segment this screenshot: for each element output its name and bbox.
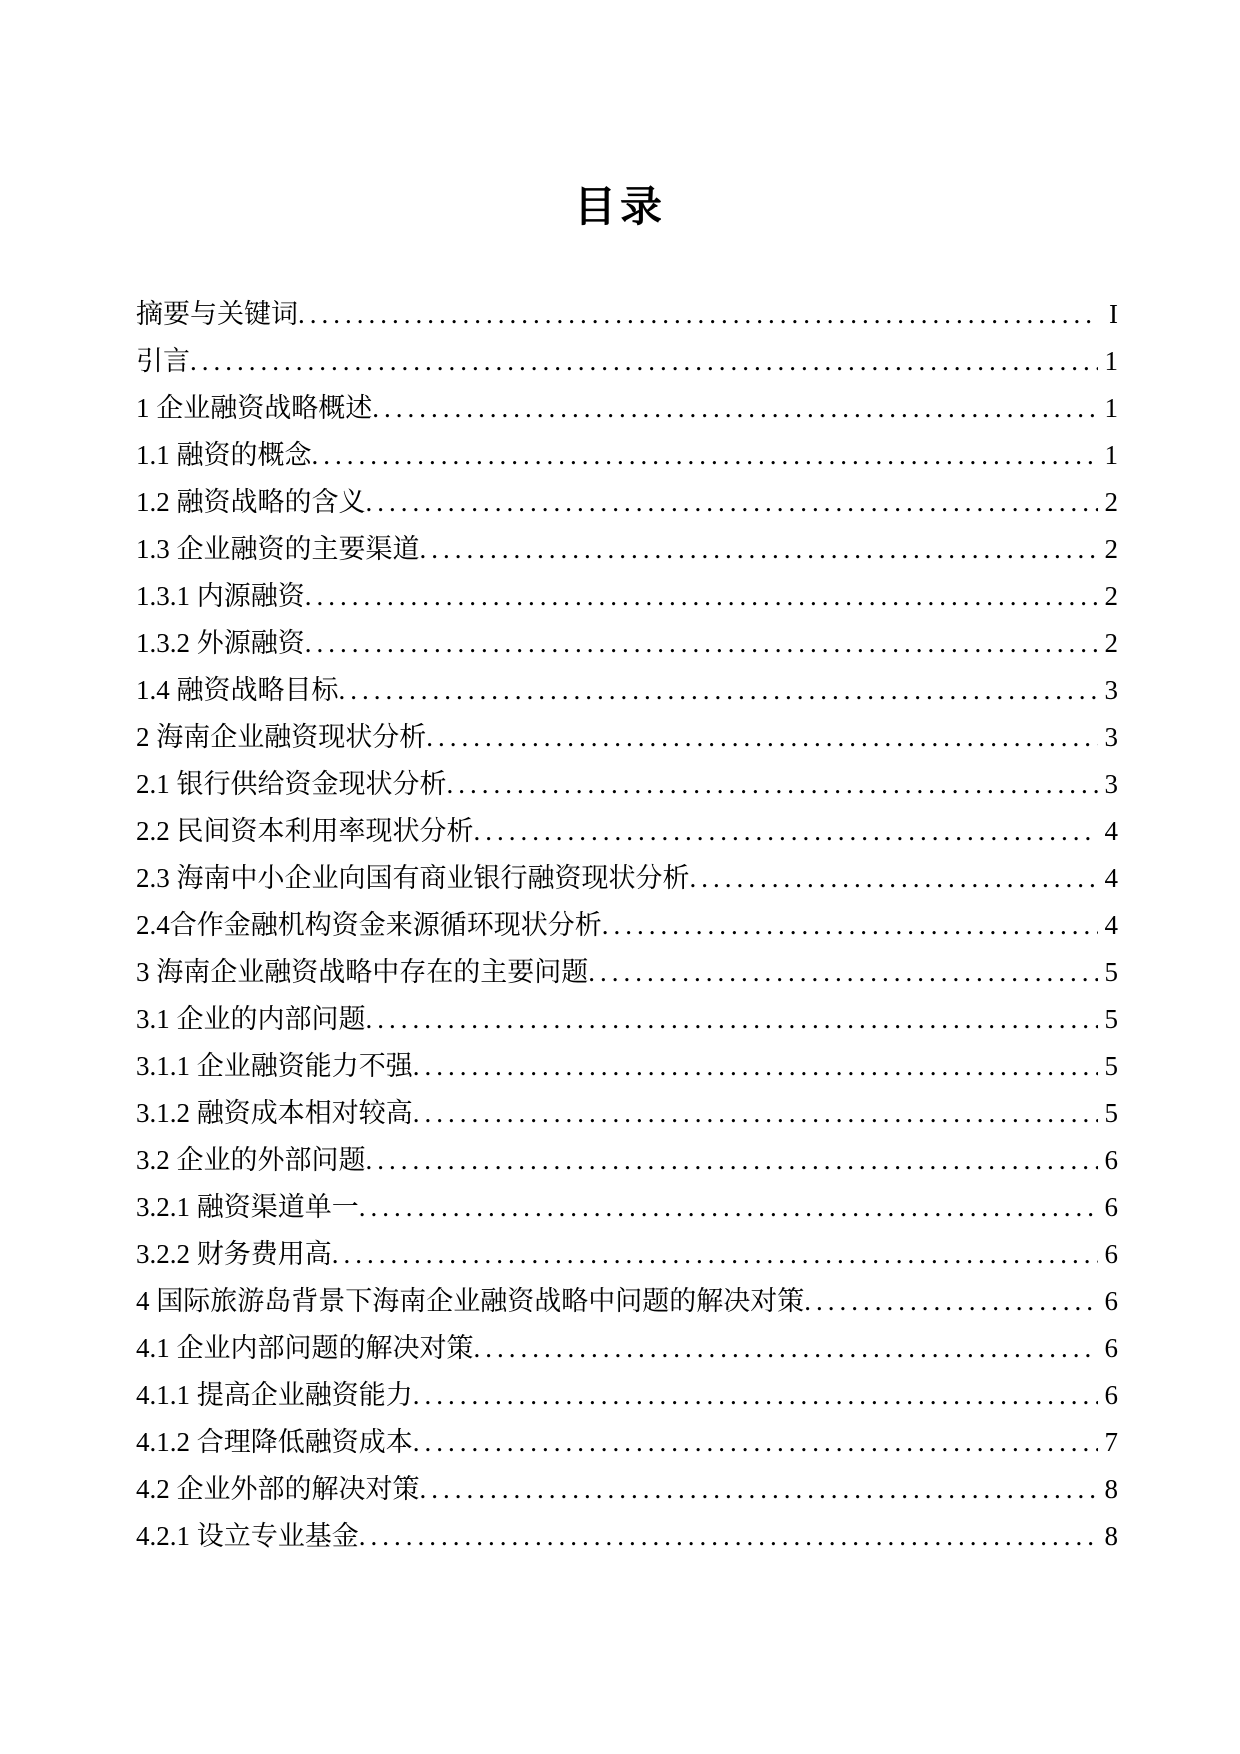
toc-entry-label: 4.1 企业内部问题的解决对策	[136, 1333, 474, 1363]
toc-entry	[136, 573, 1118, 620]
toc-entry-page: 5	[1104, 957, 1118, 987]
toc-entry	[136, 1325, 1118, 1372]
toc-entry	[136, 667, 1118, 714]
toc-entry-page: 3	[1104, 769, 1118, 799]
toc-entry	[136, 620, 1118, 667]
toc-entry	[136, 855, 1118, 902]
toc-entry	[136, 1372, 1118, 1419]
toc-entry-label: 2 海南企业融资现状分析	[136, 722, 427, 752]
toc-entry-page: 2	[1104, 487, 1118, 517]
toc-entry-page: 2	[1104, 534, 1118, 564]
toc-entry-page: 8	[1104, 1474, 1118, 1504]
toc-entry-page: 6	[1104, 1192, 1118, 1222]
toc-entry	[136, 761, 1118, 808]
toc-leader-dots	[413, 1419, 1098, 1466]
toc-leader-dots	[474, 1325, 1099, 1372]
toc-entry-label: 1.4 融资战略目标	[136, 675, 339, 705]
toc-entry-page: 4	[1104, 910, 1118, 940]
toc-leader-dots	[359, 1184, 1098, 1231]
toc-leader-dots	[305, 573, 1098, 620]
toc-entry-label: 3.2.2 财务费用高	[136, 1239, 332, 1269]
toc-entry-label: 3.1 企业的内部问题	[136, 1004, 366, 1034]
toc-entry	[136, 996, 1118, 1043]
toc-leader-dots	[298, 291, 1098, 338]
toc-entry	[136, 1419, 1118, 1466]
toc-leader-dots	[426, 714, 1098, 761]
toc-entry-label: 1.2 融资战略的含义	[136, 487, 366, 517]
toc-entry-page: 6	[1104, 1286, 1118, 1316]
toc-entry-page: 6	[1104, 1380, 1118, 1410]
toc-entry	[136, 1137, 1118, 1184]
toc-entry-label: 引言	[136, 346, 190, 376]
toc-leader-dots	[190, 338, 1098, 385]
toc-entry	[136, 1043, 1118, 1090]
toc-entry	[136, 714, 1118, 761]
toc-entry-page: 6	[1104, 1333, 1118, 1363]
toc-leader-dots	[366, 996, 1099, 1043]
toc-entry-label: 3.1.2 融资成本相对较高	[136, 1098, 413, 1128]
toc-leader-dots	[447, 761, 1099, 808]
toc-entry-page: 5	[1104, 1098, 1118, 1128]
toc-entry-label: 1 企业融资战略概述	[136, 393, 373, 423]
toc-entry	[136, 1513, 1118, 1560]
toc-entry-page: 2	[1104, 628, 1118, 658]
toc-entry-label: 1.3.1 内源融资	[136, 581, 305, 611]
toc-entry	[136, 432, 1118, 479]
toc-entry-page: I	[1109, 299, 1118, 329]
toc-entry-label: 4 国际旅游岛背景下海南企业融资战略中问题的解决对策	[136, 1286, 805, 1316]
toc-entry-label: 2.4合作金融机构资金来源循环现状分析	[136, 910, 602, 940]
toc-entry-label: 3.2.1 融资渠道单一	[136, 1192, 359, 1222]
toc-entry-label: 4.1.2 合理降低融资成本	[136, 1427, 413, 1457]
toc-entry-label: 2.1 银行供给资金现状分析	[136, 769, 447, 799]
toc-entry-page: 5	[1104, 1004, 1118, 1034]
toc-entry	[136, 949, 1118, 996]
toc-entry	[136, 338, 1118, 385]
toc-leader-dots	[588, 949, 1098, 996]
toc-entry-page: 8	[1104, 1521, 1118, 1551]
toc-entry-label: 2.2 民间资本利用率现状分析	[136, 816, 474, 846]
toc-entry-label: 1.3.2 外源融资	[136, 628, 305, 658]
toc-entry	[136, 1278, 1118, 1325]
toc-leader-dots	[339, 667, 1099, 714]
toc-entry-page: 4	[1104, 816, 1118, 846]
toc-entry	[136, 479, 1118, 526]
toc-entry-page: 2	[1104, 581, 1118, 611]
toc-leader-dots	[305, 620, 1098, 667]
page-title: 目录	[573, 185, 666, 231]
toc-leader-dots	[413, 1043, 1098, 1090]
toc-entry	[136, 1090, 1118, 1137]
toc-leader-dots	[420, 526, 1099, 573]
toc-leader-dots	[413, 1090, 1098, 1137]
toc-entry-page: 5	[1104, 1051, 1118, 1081]
toc-entry-page: 6	[1104, 1239, 1118, 1269]
toc-entry-label: 3.1.1 企业融资能力不强	[136, 1051, 413, 1081]
toc-leader-dots	[474, 808, 1099, 855]
toc-entry-label: 2.3 海南中小企业向国有商业银行融资现状分析	[136, 863, 690, 893]
toc-entry	[136, 526, 1118, 573]
toc-entry-label: 3.2 企业的外部问题	[136, 1145, 366, 1175]
toc-leader-dots	[690, 855, 1099, 902]
toc-entry	[136, 1184, 1118, 1231]
toc-leader-dots	[312, 432, 1099, 479]
toc-entry-page: 7	[1104, 1427, 1118, 1457]
toc-leader-dots	[602, 902, 1098, 949]
toc-leader-dots	[804, 1278, 1098, 1325]
toc-entry-label: 4.2 企业外部的解决对策	[136, 1474, 420, 1504]
toc-entry	[136, 808, 1118, 855]
toc-entry-page: 1	[1104, 393, 1118, 423]
toc-entry	[136, 902, 1118, 949]
toc-entry	[136, 1231, 1118, 1278]
toc-entry-page: 3	[1104, 722, 1118, 752]
toc-entry	[136, 1466, 1118, 1513]
toc-leader-dots	[366, 479, 1099, 526]
toc-leader-dots	[332, 1231, 1098, 1278]
toc-entry-page: 3	[1104, 675, 1118, 705]
toc-leader-dots	[366, 1137, 1099, 1184]
toc-entry-label: 摘要与关键词	[136, 299, 298, 329]
toc-entry-label: 3 海南企业融资战略中存在的主要问题	[136, 957, 589, 987]
toc-entry-page: 6	[1104, 1145, 1118, 1175]
toc-leader-dots	[372, 385, 1098, 432]
toc-entry-label: 4.2.1 设立专业基金	[136, 1521, 359, 1551]
toc-entry-label: 1.3 企业融资的主要渠道	[136, 534, 420, 564]
toc-entry-page: 1	[1104, 440, 1118, 470]
toc-list	[0, 291, 1240, 1560]
toc-entry	[136, 291, 1118, 338]
toc-entry-label: 1.1 融资的概念	[136, 440, 312, 470]
toc-entry-label: 4.1.1 提高企业融资能力	[136, 1380, 413, 1410]
toc-leader-dots	[359, 1513, 1098, 1560]
toc-entry-page: 1	[1104, 346, 1118, 376]
toc-entry-page: 4	[1104, 863, 1118, 893]
toc-entry	[136, 385, 1118, 432]
toc-leader-dots	[413, 1372, 1098, 1419]
toc-leader-dots	[420, 1466, 1099, 1513]
